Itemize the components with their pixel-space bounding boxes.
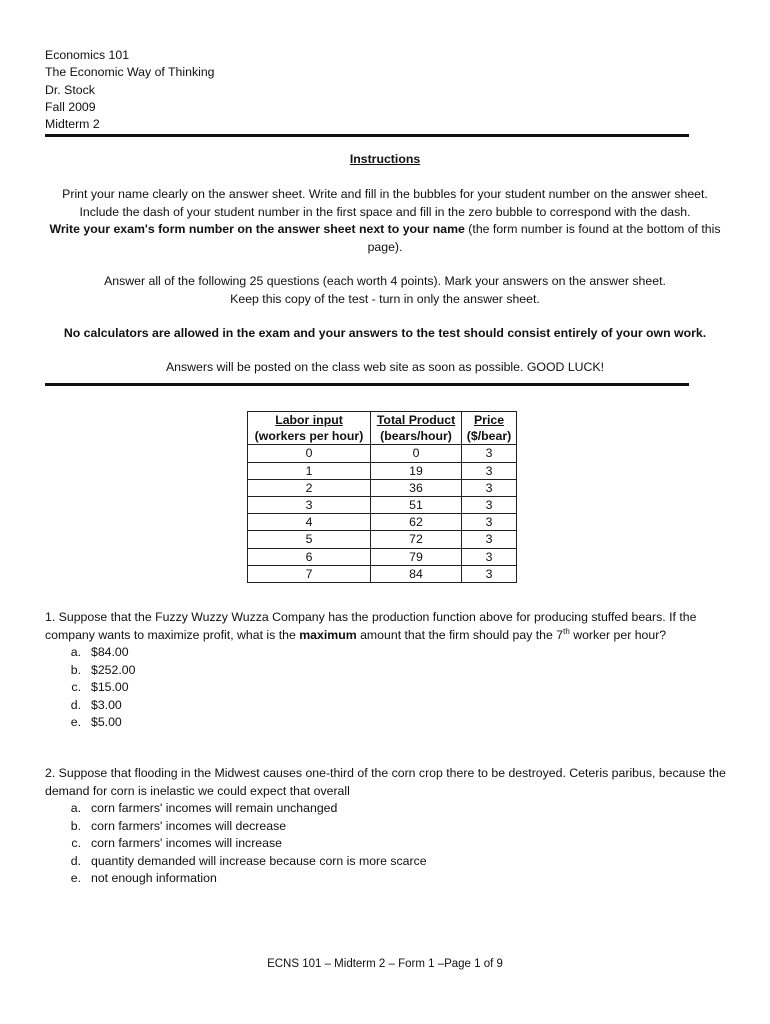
- cell-price: 3: [462, 497, 517, 514]
- cell-price: 3: [462, 514, 517, 531]
- option: e. not enough information: [70, 871, 217, 885]
- instr-questions-line: Answer all of the following 25 questions (each worth 4 points). Mark your answers on the answer sheet.: [104, 274, 666, 288]
- question-1-stem: 1. Suppose that the Fuzzy Wuzzy Wuzza Company has the production function above for producing stuffed bears. If the company wants to maximize profit, what is the maximum amount that the firm should pay the 7th worker per hour?: [45, 610, 697, 642]
- question-2-stem: 2. Suppose that flooding in the Midwest causes one-third of the corn crop there to be destroyed. Ceteris paribus, because the demand for corn is inelastic we could expect that overall: [45, 766, 726, 798]
- cell-labor: 7: [248, 565, 371, 582]
- cell-price: 3: [462, 548, 517, 565]
- top-divider: [45, 134, 689, 137]
- question-1-options: [45, 644, 735, 732]
- cell-labor: 0: [248, 445, 371, 462]
- table-row: [248, 531, 517, 548]
- cell-product: 51: [371, 497, 462, 514]
- instr-line-3: [40, 221, 730, 256]
- course-name: Economics 101: [45, 48, 130, 62]
- instr-line-2: Include the dash of your student number in the first space and fill in the zero bubble to correspond with the dash.: [79, 204, 691, 219]
- cell-price: 3: [462, 531, 517, 548]
- instr-line-1: Print your name clearly on the answer sheet. Write and fill in the bubbles for your student number on the answer sheet.: [62, 187, 708, 201]
- header-price: Price ($/bear): [462, 412, 517, 445]
- table-row: [248, 514, 517, 531]
- question-2: [45, 765, 735, 888]
- cell-product: 19: [371, 462, 462, 479]
- cell-labor: 5: [248, 531, 371, 548]
- instr-keep-line: Keep this copy of the test - turn in only the answer sheet.: [230, 291, 540, 306]
- table-row: [248, 565, 517, 582]
- cell-labor: 2: [248, 479, 371, 496]
- table-row: [248, 479, 517, 496]
- option: d. quantity demanded will increase because corn is more scarce: [70, 853, 427, 868]
- table-header-row: [248, 412, 517, 445]
- header-labor: Labor input (workers per hour): [248, 412, 371, 445]
- cell-price: 3: [462, 565, 517, 582]
- instr-form-number-bold: Write your exam's form number on the answer sheet next to your name: [49, 222, 465, 236]
- cell-price: 3: [462, 445, 517, 462]
- course-subtitle: The Economic Way of Thinking: [45, 65, 215, 80]
- question-2-options: [45, 800, 735, 888]
- exam-header: [45, 47, 215, 133]
- cell-product: 84: [371, 565, 462, 582]
- table-row: [248, 497, 517, 514]
- option: e. $5.00: [70, 715, 122, 729]
- cell-product: 36: [371, 479, 462, 496]
- cell-product: 62: [371, 514, 462, 531]
- table-row: [248, 548, 517, 565]
- cell-product: 0: [371, 445, 462, 462]
- instructor-name: Dr. Stock: [45, 82, 95, 97]
- option: b. corn farmers' incomes will decrease: [70, 818, 287, 833]
- instructions-no-calculators: No calculators are allowed in the exam and your answers to the test should consist entirely of your own work.: [63, 326, 707, 340]
- instructions-paragraph-2: [40, 273, 730, 308]
- instructions-paragraph-1: [40, 186, 730, 256]
- table-row: [248, 462, 517, 479]
- option: b. $252.00: [70, 662, 136, 677]
- cell-price: 3: [462, 479, 517, 496]
- cell-price: 3: [462, 462, 517, 479]
- instr-form-number-rest: (the form number is found at the bottom of this page).: [367, 222, 721, 254]
- production-table: [247, 411, 517, 583]
- cell-labor: 1: [248, 462, 371, 479]
- cell-labor: 4: [248, 514, 371, 531]
- option: c. corn farmers' incomes will increase: [71, 836, 282, 850]
- question-1: [45, 609, 735, 732]
- table-row: [248, 445, 517, 462]
- term: Fall 2009: [45, 99, 96, 114]
- bottom-divider: [45, 383, 689, 386]
- page-footer: ECNS 101 – Midterm 2 – Form 1 –Page 1 of 9: [267, 958, 503, 970]
- option: a. $84.00: [70, 645, 129, 659]
- exam-name: Midterm 2: [45, 117, 100, 132]
- option: a. corn farmers' incomes will remain unchanged: [70, 801, 338, 815]
- header-total-product: Total Product (bears/hour): [371, 412, 462, 445]
- cell-labor: 6: [248, 548, 371, 565]
- cell-labor: 3: [248, 497, 371, 514]
- option: c. $15.00: [71, 680, 129, 694]
- cell-product: 72: [371, 531, 462, 548]
- option: d. $3.00: [70, 697, 122, 712]
- instructions-answers-posted: Answers will be posted on the class web site as soon as possible. GOOD LUCK!: [165, 360, 605, 374]
- instructions-title: Instructions: [349, 152, 421, 166]
- cell-product: 79: [371, 548, 462, 565]
